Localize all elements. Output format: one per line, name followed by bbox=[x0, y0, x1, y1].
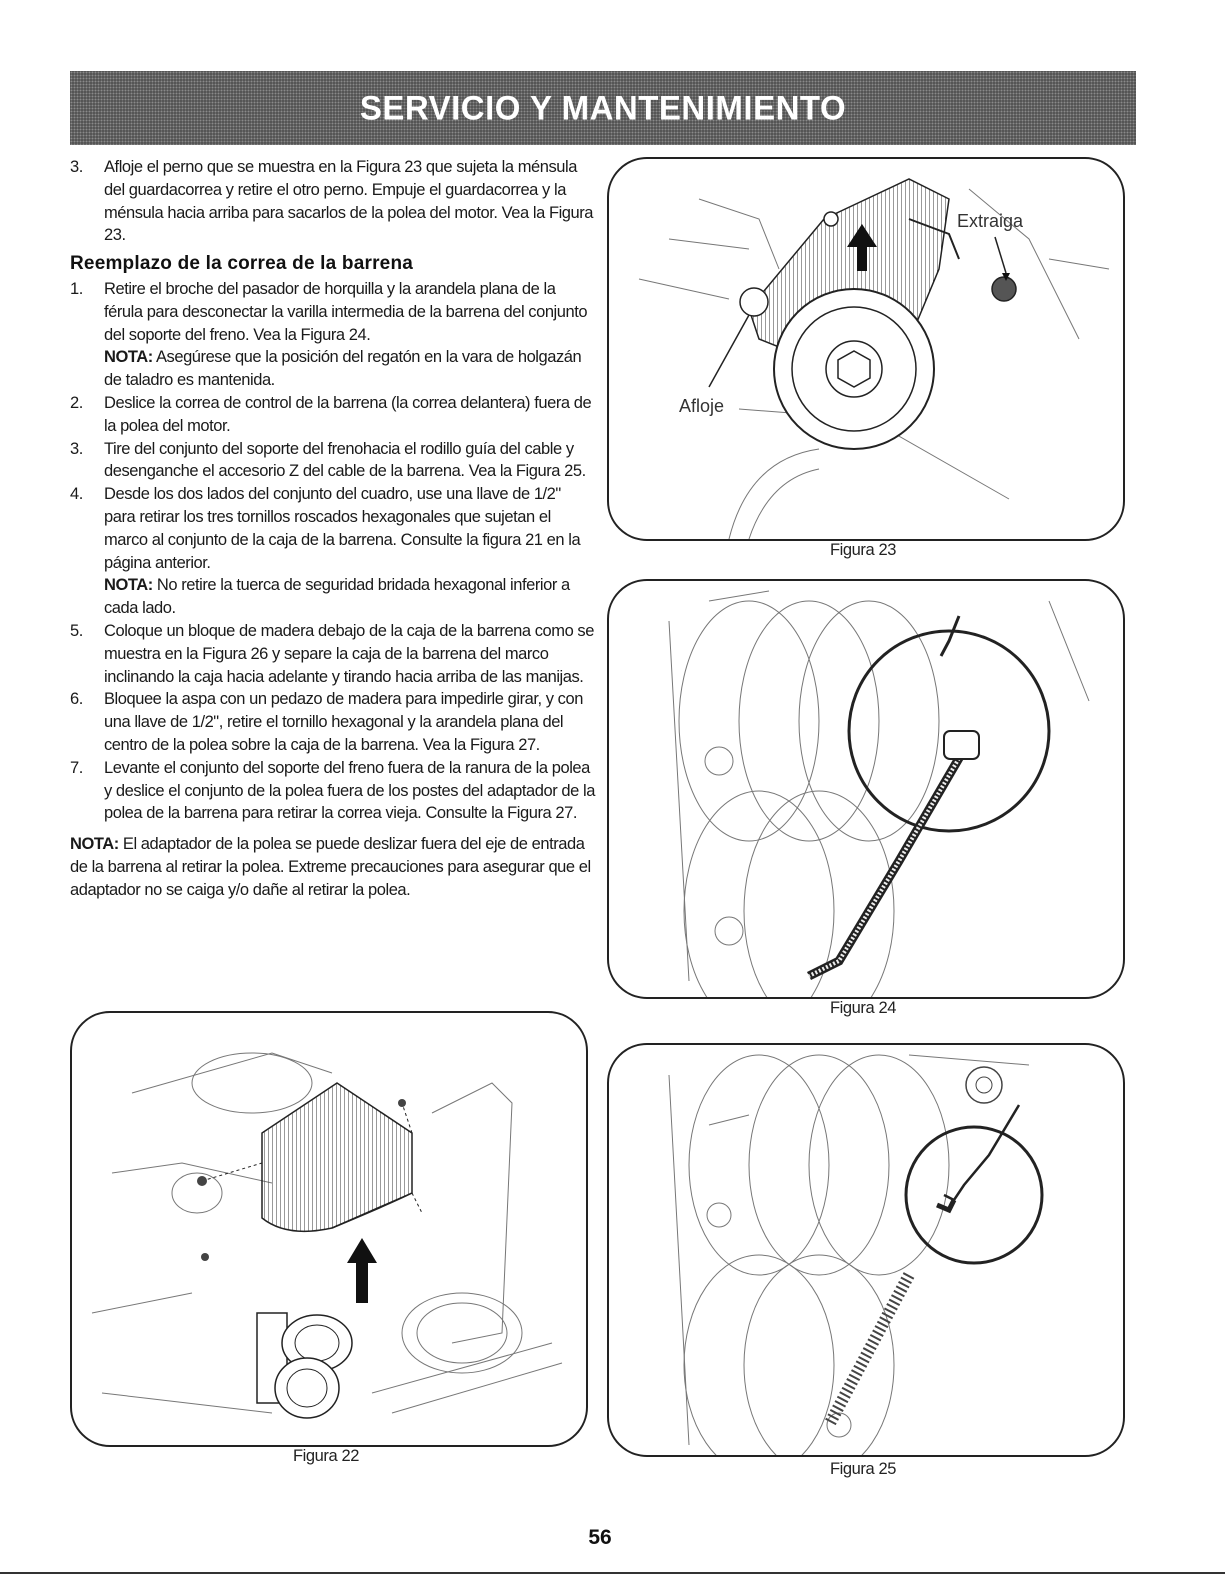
step-text: Deslice la correa de control de la barrena (la correa delantera) fuera de la polea del motor. bbox=[104, 393, 592, 435]
step-text: Afloje el perno que se muestra en la Figura 23 que sujeta la ménsula del guardacorrea y retire el otro perno. Empuje el guardacorrea y la ménsula hacia arriba para sacarlos de la polea del motor. Vea la Figura 23. bbox=[104, 158, 594, 245]
step-text: Levante el conjunto del soporte del freno fuera de la ranura de la polea y deslice el conjunto de la polea fuera de los postes del adaptador de la polea de la barrena para retirar la correa vieja. Consulte la Figura 27. bbox=[104, 758, 595, 823]
step-number: 3. bbox=[70, 439, 83, 458]
step-number: 2. bbox=[70, 393, 83, 412]
list-item bbox=[70, 392, 595, 438]
step-number: 4. bbox=[70, 485, 83, 504]
figure-23 bbox=[607, 157, 1125, 541]
step-text: Retire el broche del pasador de horquilla y la arandela plana de la férula para desconectar la varilla intermedia de la barrena del conjunto del soporte del freno. Vea la Figura 24. bbox=[104, 279, 588, 344]
note-text: El adaptador de la polea se puede deslizar fuera del eje de entrada de la barrena al retirar la polea. Extreme precauciones para asegurar que el adaptador no se caiga y/o dañe al retirar la polea. bbox=[70, 835, 591, 899]
figure-24 bbox=[607, 579, 1125, 999]
list-item bbox=[70, 438, 595, 484]
label-loosen: Afloje bbox=[679, 396, 725, 416]
step-text: Coloque un bloque de madera debajo de la caja de la barrena como se muestra en la Figura 26 y separe la caja de la barrena del marco inclinando la caja hacia adelante y tirando hacia arriba de las manijas. bbox=[104, 621, 594, 686]
note-text: No retire la tuerca de seguridad bridada hexagonal inferior a cada lado. bbox=[104, 576, 570, 618]
label-remove: Extraiga bbox=[957, 211, 1024, 231]
page-title: SERVICIO Y MANTENIMIENTO bbox=[359, 88, 847, 127]
step-text: Bloquee la aspa con un pedazo de madera para impedirle girar, y con una llave de 1/2", retire el tornillo hexagonal y la arandela plana del centro de la polea sobre la caja de la barrena. Vea la Figura 27. bbox=[104, 690, 583, 754]
note-label: NOTA: bbox=[104, 576, 153, 595]
note-label: NOTA: bbox=[104, 348, 153, 367]
figure-22-caption: Figura 22 bbox=[292, 1447, 360, 1465]
step-number: 5. bbox=[70, 621, 83, 640]
list-item bbox=[70, 156, 595, 247]
final-note bbox=[70, 833, 595, 901]
step-number: 3. bbox=[70, 158, 83, 176]
note-text: Asegúrese que la posición del regatón en la vara de holgazán de taladro es mantenida. bbox=[104, 348, 582, 390]
figure-24-caption: Figura 24 bbox=[829, 999, 897, 1017]
figure-23-caption: Figura 23 bbox=[829, 541, 897, 559]
step-text: Desde los dos lados del conjunto del cuadro, use una llave de 1/2" para retirar los tres tornillos roscados hexagonales que sujetan el marco al conjunto de la caja de la barrena. Consulte la figura 21 en la página anterior. bbox=[104, 485, 581, 572]
list-item bbox=[70, 620, 595, 688]
bottom-divider bbox=[0, 1572, 1225, 1574]
figure-22-illustration bbox=[72, 1013, 586, 1445]
list-item bbox=[70, 278, 595, 392]
figure-25 bbox=[607, 1043, 1125, 1457]
instructions-column bbox=[70, 156, 595, 902]
figure-23-illustration bbox=[609, 159, 1123, 539]
step-number: 1. bbox=[70, 279, 83, 298]
list-item bbox=[70, 757, 595, 825]
step-number: 6. bbox=[70, 690, 83, 709]
section-heading: Reemplazo de la correa de la barrena bbox=[70, 253, 414, 275]
step-number: 7. bbox=[70, 758, 83, 777]
page-number: 56 bbox=[588, 1526, 612, 1549]
step-text: Tire del conjunto del soporte del frenohacia el rodillo guía del cable y desenganche el accesorio Z del cable de la barrena. Vea la Figura 25. bbox=[104, 439, 586, 481]
note-label: NOTA: bbox=[70, 835, 119, 854]
figure-25-caption: Figura 25 bbox=[829, 1460, 897, 1478]
figure-24-illustration bbox=[609, 581, 1123, 997]
list-item bbox=[70, 688, 595, 756]
section-banner bbox=[70, 71, 1136, 145]
list-item bbox=[70, 483, 595, 620]
figure-22 bbox=[70, 1011, 588, 1447]
figure-25-illustration bbox=[609, 1045, 1123, 1455]
